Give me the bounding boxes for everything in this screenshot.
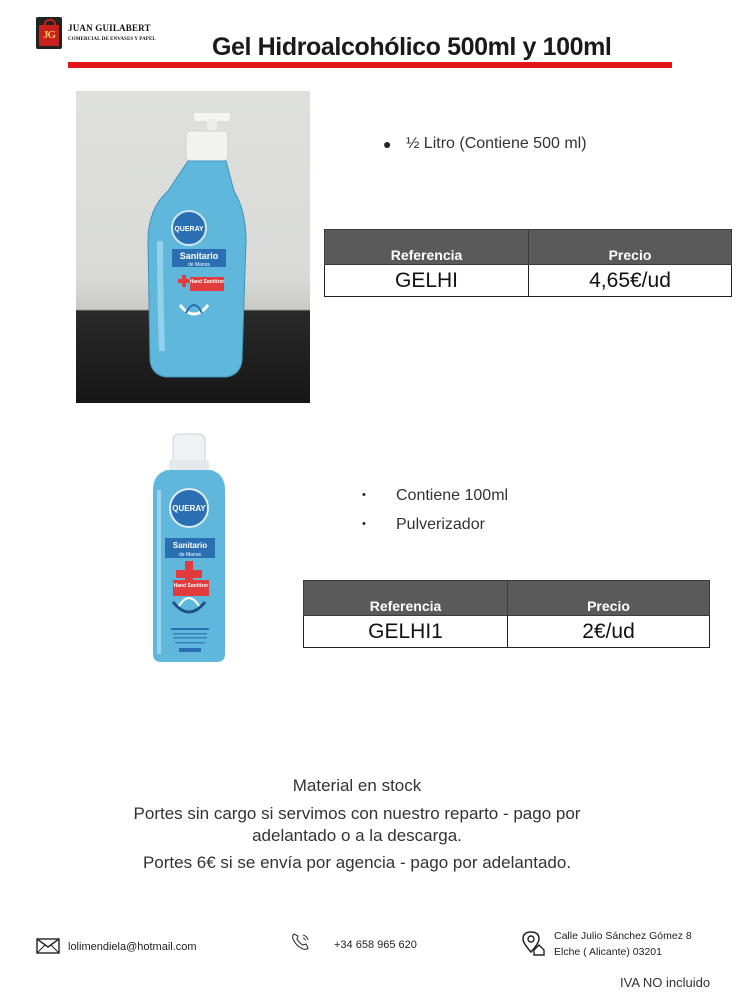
- shipping-note-line2: adelantado o a la descarga.: [252, 826, 462, 845]
- product-photo-500ml: [76, 91, 310, 403]
- product2-bullet-2: Pulverizador: [396, 516, 485, 533]
- phone-icon: [290, 932, 312, 952]
- price-table-500ml: [324, 229, 732, 297]
- email-link[interactable]: lolimendiela@hotmail.com: [68, 941, 197, 953]
- bullet-dot: ●: [383, 136, 392, 152]
- reference-cell: GELHI1: [304, 616, 508, 648]
- logo-letters: JG: [42, 29, 56, 41]
- table-row: [304, 616, 710, 648]
- company-name: JUAN GUILABERT: [68, 23, 151, 33]
- bullet-dot: •: [362, 518, 366, 530]
- bottle2-brand: QUERAY: [172, 504, 206, 513]
- price-cell: 2€/ud: [508, 616, 710, 648]
- product-photo-100ml: [145, 430, 235, 665]
- title-underline: [68, 62, 672, 68]
- location-home-icon: [521, 930, 545, 956]
- product1-bullet-1: ½ Litro (Contiene 500 ml): [406, 135, 587, 152]
- bottle1-badge: Hand Sanitizer: [189, 279, 225, 285]
- table-row: [325, 265, 732, 297]
- stock-note: Material en stock: [292, 776, 422, 795]
- page-title: Gel Hidroalcohólico 500ml y 100ml: [212, 33, 612, 61]
- bottle1-label: Sanitario: [179, 251, 219, 261]
- bottle1-brand: QUERAY: [174, 226, 204, 233]
- bottle1-label-sub: de Manos: [188, 262, 210, 268]
- reference-cell: GELHI: [325, 265, 529, 297]
- vat-note: IVA NO incluido: [620, 975, 711, 990]
- bottle2-label: Sanitario: [172, 541, 208, 550]
- bottle2-label-sub: de Manos: [179, 552, 201, 558]
- product2-bullet-1: Contiene 100ml: [396, 487, 509, 504]
- shipping-note-line3: Portes 6€ si se envía por agencia - pago por adelantado.: [142, 853, 572, 872]
- column-header-precio: Precio: [529, 230, 732, 265]
- bottle-100ml-illustration: [145, 430, 235, 665]
- bullet-dot: •: [362, 489, 366, 501]
- phone-link[interactable]: +34 658 965 620: [334, 939, 417, 951]
- address-line-1: Calle Julio Sánchez Gómez 8: [554, 930, 692, 942]
- address-line-2: Elche ( Alicante) 03201: [554, 946, 662, 958]
- column-header-referencia: Referencia: [325, 230, 529, 265]
- column-header-referencia: Referencia: [304, 581, 508, 616]
- column-header-precio: Precio: [508, 581, 710, 616]
- envelope-icon: [36, 938, 60, 954]
- shipping-note-line1: Portes sin cargo si servimos con nuestro reparto - pago por: [133, 804, 581, 823]
- price-table-100ml: [303, 580, 710, 648]
- bottle-500ml-illustration: [76, 91, 310, 403]
- price-cell: 4,65€/ud: [529, 265, 732, 297]
- company-tagline: COMERCIAL DE ENVASES Y PAPEL: [68, 37, 156, 42]
- company-logo: [36, 17, 62, 49]
- bottle2-badge: Hand Sanitizer: [173, 583, 209, 589]
